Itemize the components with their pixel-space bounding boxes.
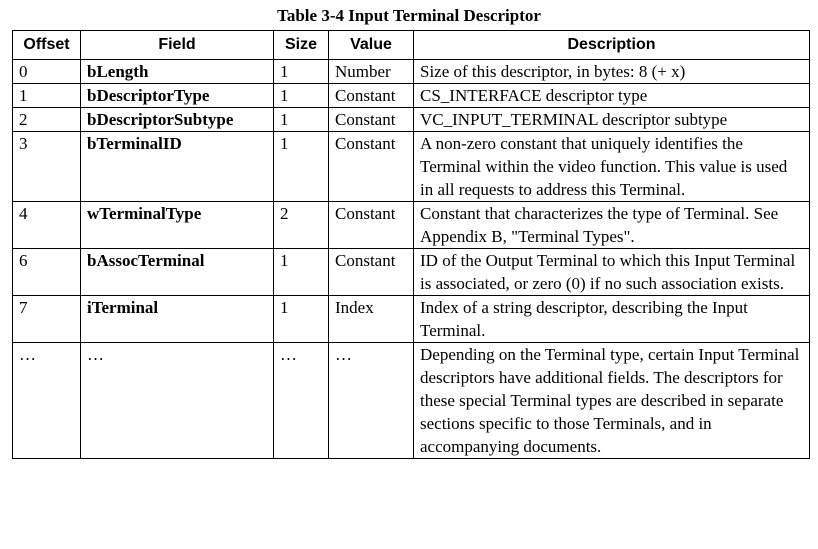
table-row: [13, 343, 810, 459]
cell-value: …: [329, 343, 414, 459]
cell-offset: 3: [13, 132, 81, 202]
cell-description: Depending on the Terminal type, certain Input Terminal descriptors have additional fields. The descriptors for these special Terminal types are described in separate sections specific to those Terminals, and in accompanying documents.: [414, 343, 810, 459]
cell-description: Constant that characterizes the type of Terminal. See Appendix B, "Terminal Types".: [414, 202, 810, 249]
header-description: Description: [414, 31, 810, 60]
header-value: Value: [329, 31, 414, 60]
cell-field: bLength: [81, 60, 274, 84]
cell-offset: 4: [13, 202, 81, 249]
cell-value: Number: [329, 60, 414, 84]
table-caption: Table 3-4 Input Terminal Descriptor: [277, 6, 541, 25]
input-terminal-descriptor-table: [12, 30, 810, 459]
cell-offset: 0: [13, 60, 81, 84]
cell-field: iTerminal: [81, 296, 274, 343]
cell-value: Constant: [329, 84, 414, 108]
cell-offset: 2: [13, 108, 81, 132]
cell-description: A non-zero constant that uniquely identifies the Terminal within the video function. This value is used in all requests to address this Terminal.: [414, 132, 810, 202]
header-offset: Offset: [13, 31, 81, 60]
cell-field: wTerminalType: [81, 202, 274, 249]
header-row: [13, 31, 810, 60]
cell-size: …: [274, 343, 329, 459]
cell-field: bDescriptorType: [81, 84, 274, 108]
cell-field: …: [81, 343, 274, 459]
cell-offset: 7: [13, 296, 81, 343]
cell-description: ID of the Output Terminal to which this Input Terminal is associated, or zero (0) if no such association exists.: [414, 249, 810, 296]
cell-value: Constant: [329, 202, 414, 249]
table-row: [13, 60, 810, 84]
cell-size: 1: [274, 60, 329, 84]
cell-offset: 1: [13, 84, 81, 108]
cell-offset: 6: [13, 249, 81, 296]
cell-field: bTerminalID: [81, 132, 274, 202]
cell-size: 1: [274, 108, 329, 132]
cell-value: Constant: [329, 249, 414, 296]
table-row: [13, 84, 810, 108]
table-row: [13, 296, 810, 343]
cell-description: Size of this descriptor, in bytes: 8 (+ x): [414, 60, 810, 84]
table-row: [13, 108, 810, 132]
cell-size: 1: [274, 296, 329, 343]
cell-size: 2: [274, 202, 329, 249]
cell-field: bDescriptorSubtype: [81, 108, 274, 132]
cell-description: CS_INTERFACE descriptor type: [414, 84, 810, 108]
cell-value: Index: [329, 296, 414, 343]
cell-value: Constant: [329, 108, 414, 132]
cell-description: VC_INPUT_TERMINAL descriptor subtype: [414, 108, 810, 132]
cell-size: 1: [274, 84, 329, 108]
cell-size: 1: [274, 132, 329, 202]
cell-value: Constant: [329, 132, 414, 202]
header-field: Field: [81, 31, 274, 60]
table-row: [13, 202, 810, 249]
table-row: [13, 249, 810, 296]
table-row: [13, 132, 810, 202]
cell-field: bAssocTerminal: [81, 249, 274, 296]
header-size: Size: [274, 31, 329, 60]
cell-size: 1: [274, 249, 329, 296]
cell-offset: …: [13, 343, 81, 459]
cell-description: Index of a string descriptor, describing the Input Terminal.: [414, 296, 810, 343]
